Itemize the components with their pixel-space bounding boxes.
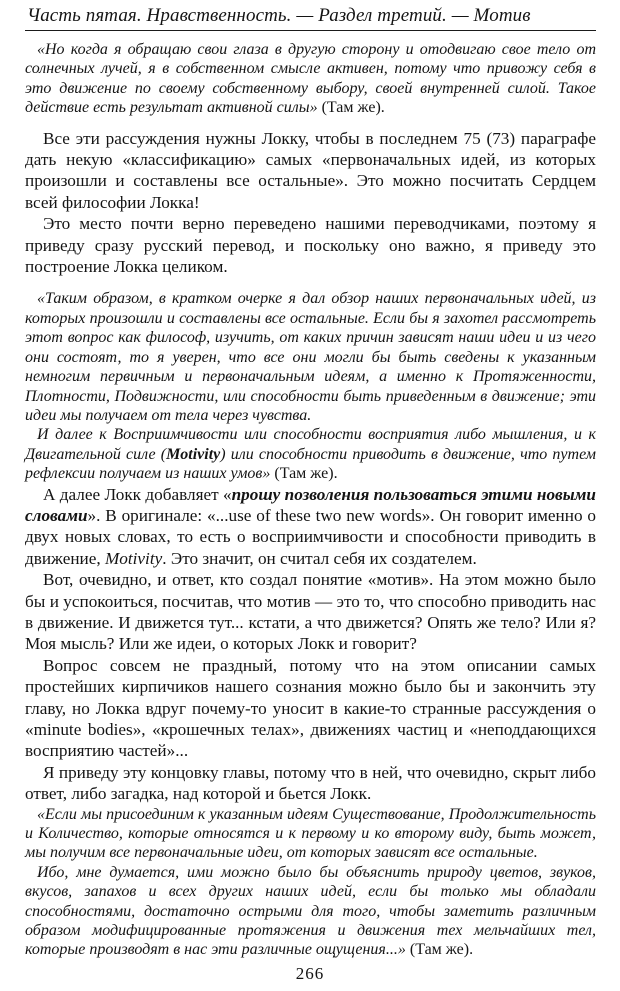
quote-emphasis: Motivity [166,445,221,463]
paragraph [25,484,596,570]
quote-paragraph: «Таким образом, в кратком очерке я дал обзор наших первоначальных идей, из которых произошли и составлены все остальные. Если бы я захотел рассмотреть этот вопрос как философ, изучить, от каких причин зависят наши идеи и из чего они состоят, то я уверен, что все они могли бы быть сведены к указанным немногим первичным и первоначальным идеям, а именно к Протяженности, Плотности, Подвижности, или способности быть приведенным в движение; эти идеи мы получаем от тела через чувства. [25,290,596,424]
paragraph: Все эти рассуждения нужны Локку, чтобы в последнем 75 (73) параграфе дать некую «классификацию» самых «первоначальных идей, из которых произошли и составлены все остальные». Это можно посчитать Сердцем всей философии Локка! [25,128,596,212]
citation: (Там же). [317,99,385,117]
citation: (Там же). [270,465,338,483]
quote-text: ) или способности приводить в движение, что путем рефлексии получаем из наших умов» [25,445,596,483]
quote-paragraph [25,863,596,960]
quote-paragraph: «Если мы присоединим к указанным идеям Существование, Продолжительность и Количество, которые относятся и к первому и ко второму виду, быть может, мы получим все первоначальные идеи, от которых зависят все остальные. [25,805,596,862]
quote-text: «Но когда я обращаю свои глаза в другую сторону и отодвигаю свое тело от солнечных лучей, я в собственном смысле активен, потому что привожу себя в это движение по своему собственному выбору, своей внутренней силой. Такое действие есть результат активной силы» [25,41,596,117]
paragraph: Вопрос совсем не праздный, потому что на этом описании самых простейших кирпичиков нашего сознания можно было бы и закончить эту главу, но Локка вдруг почему-то уносит в какие-то странные рассуждения о «minute bodies», «крошечных телах», движениях частиц и «неподдающихся восприятию частей»... [25,655,596,761]
running-header: Часть пятая. Нравственность. — Раздел третий. — Мотив [25,4,596,31]
paragraph-text: . Это значит, он считал себя их создателем. [162,548,477,568]
italic-word: Motivity [104,548,163,568]
quote-text: И далее к Восприимчивости или способности восприятия либо мышления, и к Двигательной силе ( [25,426,596,463]
quote-paragraph [25,425,596,483]
paragraph-text: ». В оригинале: «...use of these two new words». Он говорит именно о двух новых словах, то есть о восприимчивости и способности приводить в движение, [25,505,596,568]
quote-text: Ибо, мне думается, ими можно было бы объяснить природу цветов, звуков, вкусов, запахов и всех других наших идей, если бы только мы обладали способностями, достаточно острыми для того, чтобы заметить различным образом модифицированные протяжения и движения тех мельчайших тел, которые производят в нас эти различные ощущения...» [25,863,596,959]
quote-paragraph [25,40,596,118]
paragraph: Вот, очевидно, и ответ, кто создал понятие «мотив». На этом можно было бы и успокоиться, посчитав, что мотив — это то, что способно приводить нас в движение. И движется тут... кстати, а что движется? Опять же тело? Или я? Моя мысль? Или же идеи, о которых Локк и говорит? [25,570,596,654]
paragraph: Это место почти верно переведено нашими переводчиками, поэтому я приведу сразу русский перевод, и поскольку оно важно, я приведу это построение Локка целиком. [25,214,596,277]
bold-italic-phrase: прошу позволения пользоваться этими новыми словами [25,484,596,525]
page-body [25,40,596,960]
citation: (Там же). [405,941,474,959]
paragraph: Я приведу эту концовку главы, потому что в ней, что очевидно, скрыт либо ответ, либо загадка, над которой и бьется Локк. [25,762,596,804]
paragraph-text: А далее Локк добавляет « [43,484,232,504]
page-number: 266 [295,964,325,983]
